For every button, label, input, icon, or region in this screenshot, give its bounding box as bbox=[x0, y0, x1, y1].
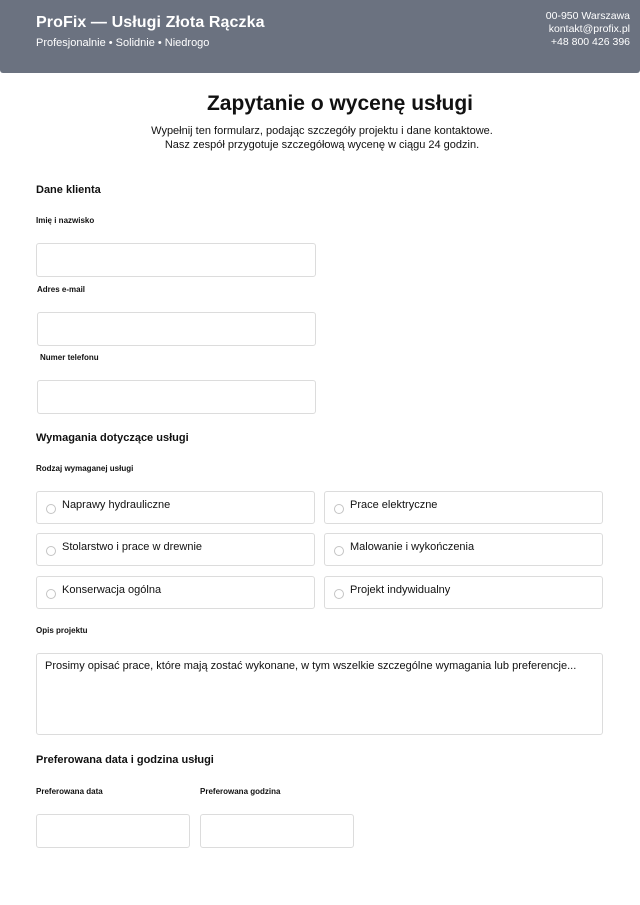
radio-circle-icon[interactable] bbox=[46, 589, 56, 599]
email-label: Adres e-mail bbox=[37, 285, 86, 294]
phone-label: Numer telefonu bbox=[40, 353, 99, 362]
name-label: Imię i nazwisko bbox=[36, 216, 95, 225]
client-section-title: Dane klienta bbox=[36, 184, 101, 196]
service-option-label: Projekt indywidualny bbox=[350, 584, 451, 596]
description-label: Opis projektu bbox=[36, 626, 88, 635]
service-option-label: Malowanie i wykończenia bbox=[350, 541, 475, 553]
service-option-label: Stolarstwo i prace w drewnie bbox=[62, 541, 203, 553]
radio-circle-icon[interactable] bbox=[334, 589, 344, 599]
service-option-carpentry[interactable] bbox=[36, 533, 315, 566]
service-option-plumbing[interactable] bbox=[36, 491, 315, 524]
radio-circle-icon[interactable] bbox=[334, 546, 344, 556]
date-label: Preferowana data bbox=[36, 787, 103, 796]
phone-field[interactable] bbox=[37, 380, 316, 414]
project-description-textarea[interactable]: Prosimy opisać prace, które mają zostać wykonane, w tym wszelkie szczególne wymagania lub preferencje... bbox=[36, 653, 603, 735]
service-option-label: Prace elektryczne bbox=[350, 499, 438, 511]
form-intro bbox=[0, 124, 640, 152]
radio-circle-icon[interactable] bbox=[46, 546, 56, 556]
contact-phone: +48 800 426 396 bbox=[550, 36, 630, 48]
form-title: Zapytanie o wycenę usługi bbox=[206, 92, 474, 115]
service-option-label: Konserwacja ogólna bbox=[62, 584, 162, 596]
date-field[interactable] bbox=[36, 814, 190, 848]
page-header bbox=[0, 0, 640, 73]
contact-address: 00-950 Warszawa bbox=[545, 10, 630, 22]
radio-circle-icon[interactable] bbox=[334, 504, 344, 514]
radio-circle-icon[interactable] bbox=[46, 504, 56, 514]
brand-title: ProFix — Usługi Złota Rączka bbox=[36, 14, 265, 31]
service-section-title: Wymagania dotyczące usługi bbox=[36, 432, 189, 444]
service-option-label: Naprawy hydrauliczne bbox=[62, 499, 171, 511]
time-label: Preferowana godzina bbox=[200, 787, 281, 796]
email-field[interactable] bbox=[37, 312, 316, 346]
service-type-label: Rodzaj wymaganej usługi bbox=[36, 464, 134, 473]
service-option-painting[interactable] bbox=[324, 533, 603, 566]
intro-line-1: Wypełnij ten formularz, podając szczegóły projektu i dane kontaktowe. bbox=[151, 125, 493, 137]
time-field[interactable] bbox=[200, 814, 354, 848]
contact-email: kontakt@profix.pl bbox=[548, 23, 630, 35]
brand-tagline: Profesjonalnie • Solidnie • Niedrogo bbox=[36, 37, 210, 49]
intro-line-2: Nasz zespół przygotuje szczegółową wycenę w ciągu 24 godzin. bbox=[164, 139, 480, 151]
contact-info bbox=[546, 10, 630, 49]
service-option-custom[interactable] bbox=[324, 576, 603, 609]
service-option-maintenance[interactable] bbox=[36, 576, 315, 609]
schedule-section-title: Preferowana data i godzina usługi bbox=[36, 754, 214, 766]
name-field[interactable] bbox=[36, 243, 316, 277]
service-option-electrical[interactable] bbox=[324, 491, 603, 524]
